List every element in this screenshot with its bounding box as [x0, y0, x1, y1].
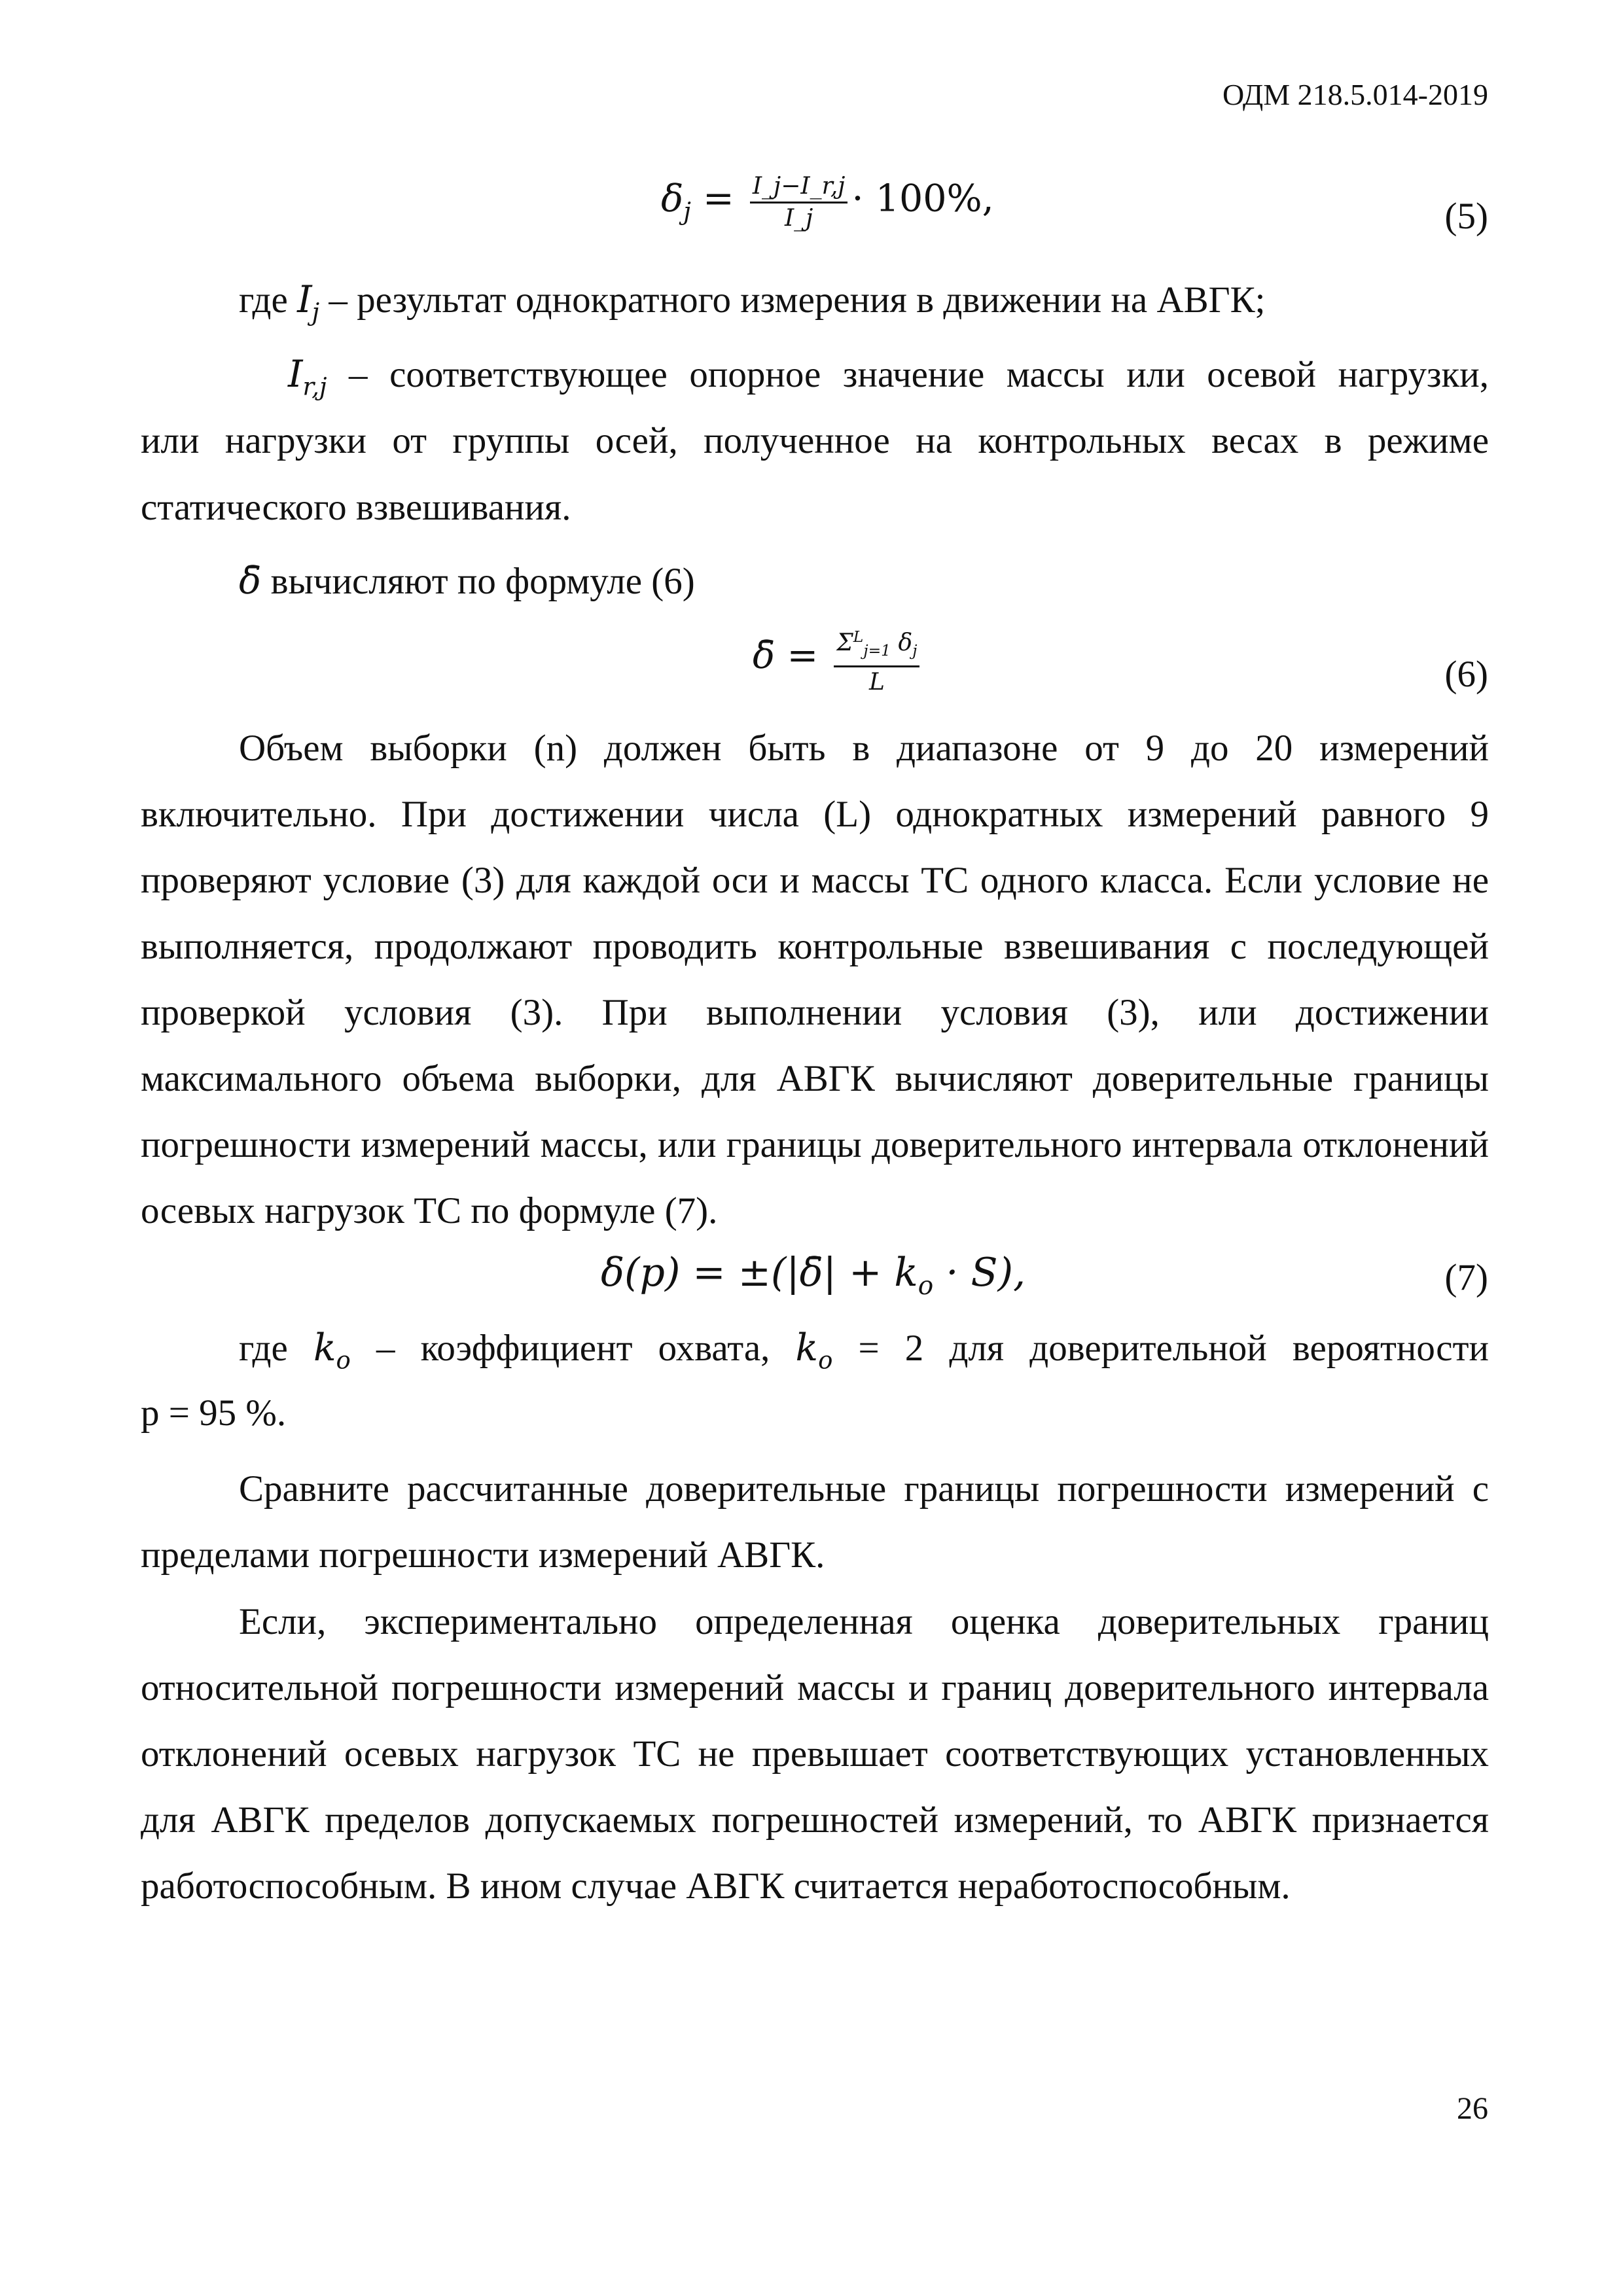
paragraph-sample-size: Объем выборки (n) должен быть в диапазоне от 9 до 20 измерений включительно. При достижении числа (L) однократных измерений равного 9 проверяют условие (3) для каждой оси и массы ТС одного класса. Если условие не выполняется, продолжают проводить контрольные взвешивания с последующей проверкой условия (3). При выполнении условия (3), или достижении максимального объема выборки, для АВГК вычисляют доверительные границы погрешности измерений массы, или границы доверительного интервала отклонений осевых нагрузок ТС по формуле (7). — [141, 728, 1489, 1231]
where-irj-line1: $I_{r,j}$ – соответствующее опорное значение массы или осевой нагрузки, — [288, 353, 1489, 401]
eq5-lhs: $\delta_j$ — [661, 177, 691, 225]
equation-7-number: (7) — [1444, 1257, 1488, 1298]
page-number: 26 — [1457, 2091, 1488, 2126]
equation-5-number: (5) — [1444, 196, 1488, 237]
where-ko-line1: где $k_o$ – коэффициент охвата, $k_o = 2$ для доверительной вероятности — [239, 1326, 1489, 1375]
where-ko-line2: p = 95 %. — [141, 1392, 287, 1434]
delta-bar-intro: δ̄ вычисляют по формуле (6) — [239, 559, 695, 603]
where-irj-rest: или нагрузки от группы осей, полученное на контрольных весах в режиме статического взвешивания. — [141, 420, 1489, 528]
document-code: ОДМ 218.5.014-2019 — [1222, 78, 1488, 111]
equation-7: δ(p) = ±(|δ̄| + $k_o \cdot S$), — [601, 1250, 1026, 1301]
paragraph-conclusion: Если, экспериментально определенная оценка доверительных границ относительной погрешности измерений массы и границ доверительного интервала отклонений осевых нагрузок ТС не превышает соответствующих установленных для АВГК пределов допускаемых погрешностей измерений, то АВГК признается работоспособным. В ином случае АВГК считается неработоспособным. — [141, 1601, 1489, 1907]
eq6-fraction: $\frac{\Sigma^L_{j=1} \delta_j}{L}$ — [834, 622, 919, 698]
eq5-fraction: $\frac{I\_j-I\_r,j}{I\_j}$ — [750, 171, 848, 234]
where-ij: где $I_j$ – результат однократного измерения в движении на АВГК; — [239, 278, 1266, 327]
equation-5: $\delta_j$ = $\frac{I\_j-I\_r,j}{I\_j}$ · 100%, — [661, 171, 994, 234]
equation-6: δ̄ = $\frac{\Sigma^L_{j=1} \delta_j}{L}$ — [753, 622, 923, 698]
paragraph-compare: Сравните рассчитанные доверительные границы погрешности измерений с пределами погрешности измерений АВГК. — [141, 1468, 1489, 1576]
equation-6-number: (6) — [1444, 654, 1488, 695]
